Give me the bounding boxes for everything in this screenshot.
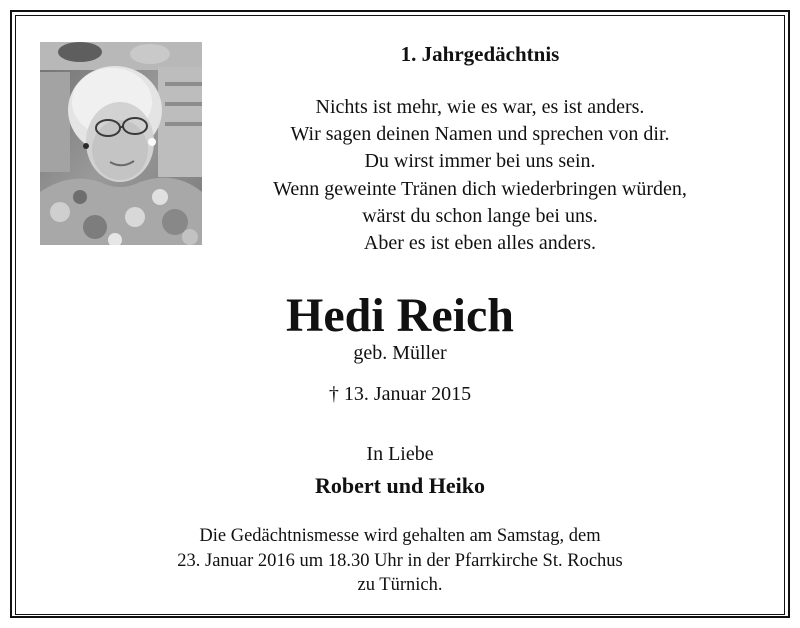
memorial-mass-info xyxy=(100,524,700,598)
poem-line: Wenn geweinte Tränen dich wiederbringen würden, xyxy=(273,177,687,200)
poem-line: wärst du schon lange bei uns. xyxy=(362,204,598,227)
maiden-name: geb. Müller xyxy=(353,342,447,364)
portrait-photo xyxy=(40,42,202,245)
family-names: Robert und Heiko xyxy=(315,473,485,498)
mass-line: Die Gedächtnismesse wird gehalten am Samstag, dem xyxy=(199,526,601,546)
mass-line: zu Türnich. xyxy=(357,575,443,595)
poem-line: Nichts ist mehr, wie es war, es ist anders. xyxy=(315,96,645,118)
poem-line: Du wirst immer bei uns sein. xyxy=(364,150,596,173)
deceased-name: Hedi Reich xyxy=(286,289,514,342)
poem xyxy=(200,94,760,257)
anniversary-title: 1. Jahrgedächtnis xyxy=(400,42,560,66)
poem-line: Aber es ist eben alles anders. xyxy=(363,231,597,254)
mass-line: 23. Januar 2016 um 18.30 Uhr in der Pfarrkirche St. Rochus xyxy=(177,550,623,571)
poem-line: Wir sagen deinen Namen und sprechen von dir. xyxy=(290,123,670,146)
death-date: † 13. Januar 2015 xyxy=(328,383,472,405)
love-line: In Liebe xyxy=(366,443,434,465)
